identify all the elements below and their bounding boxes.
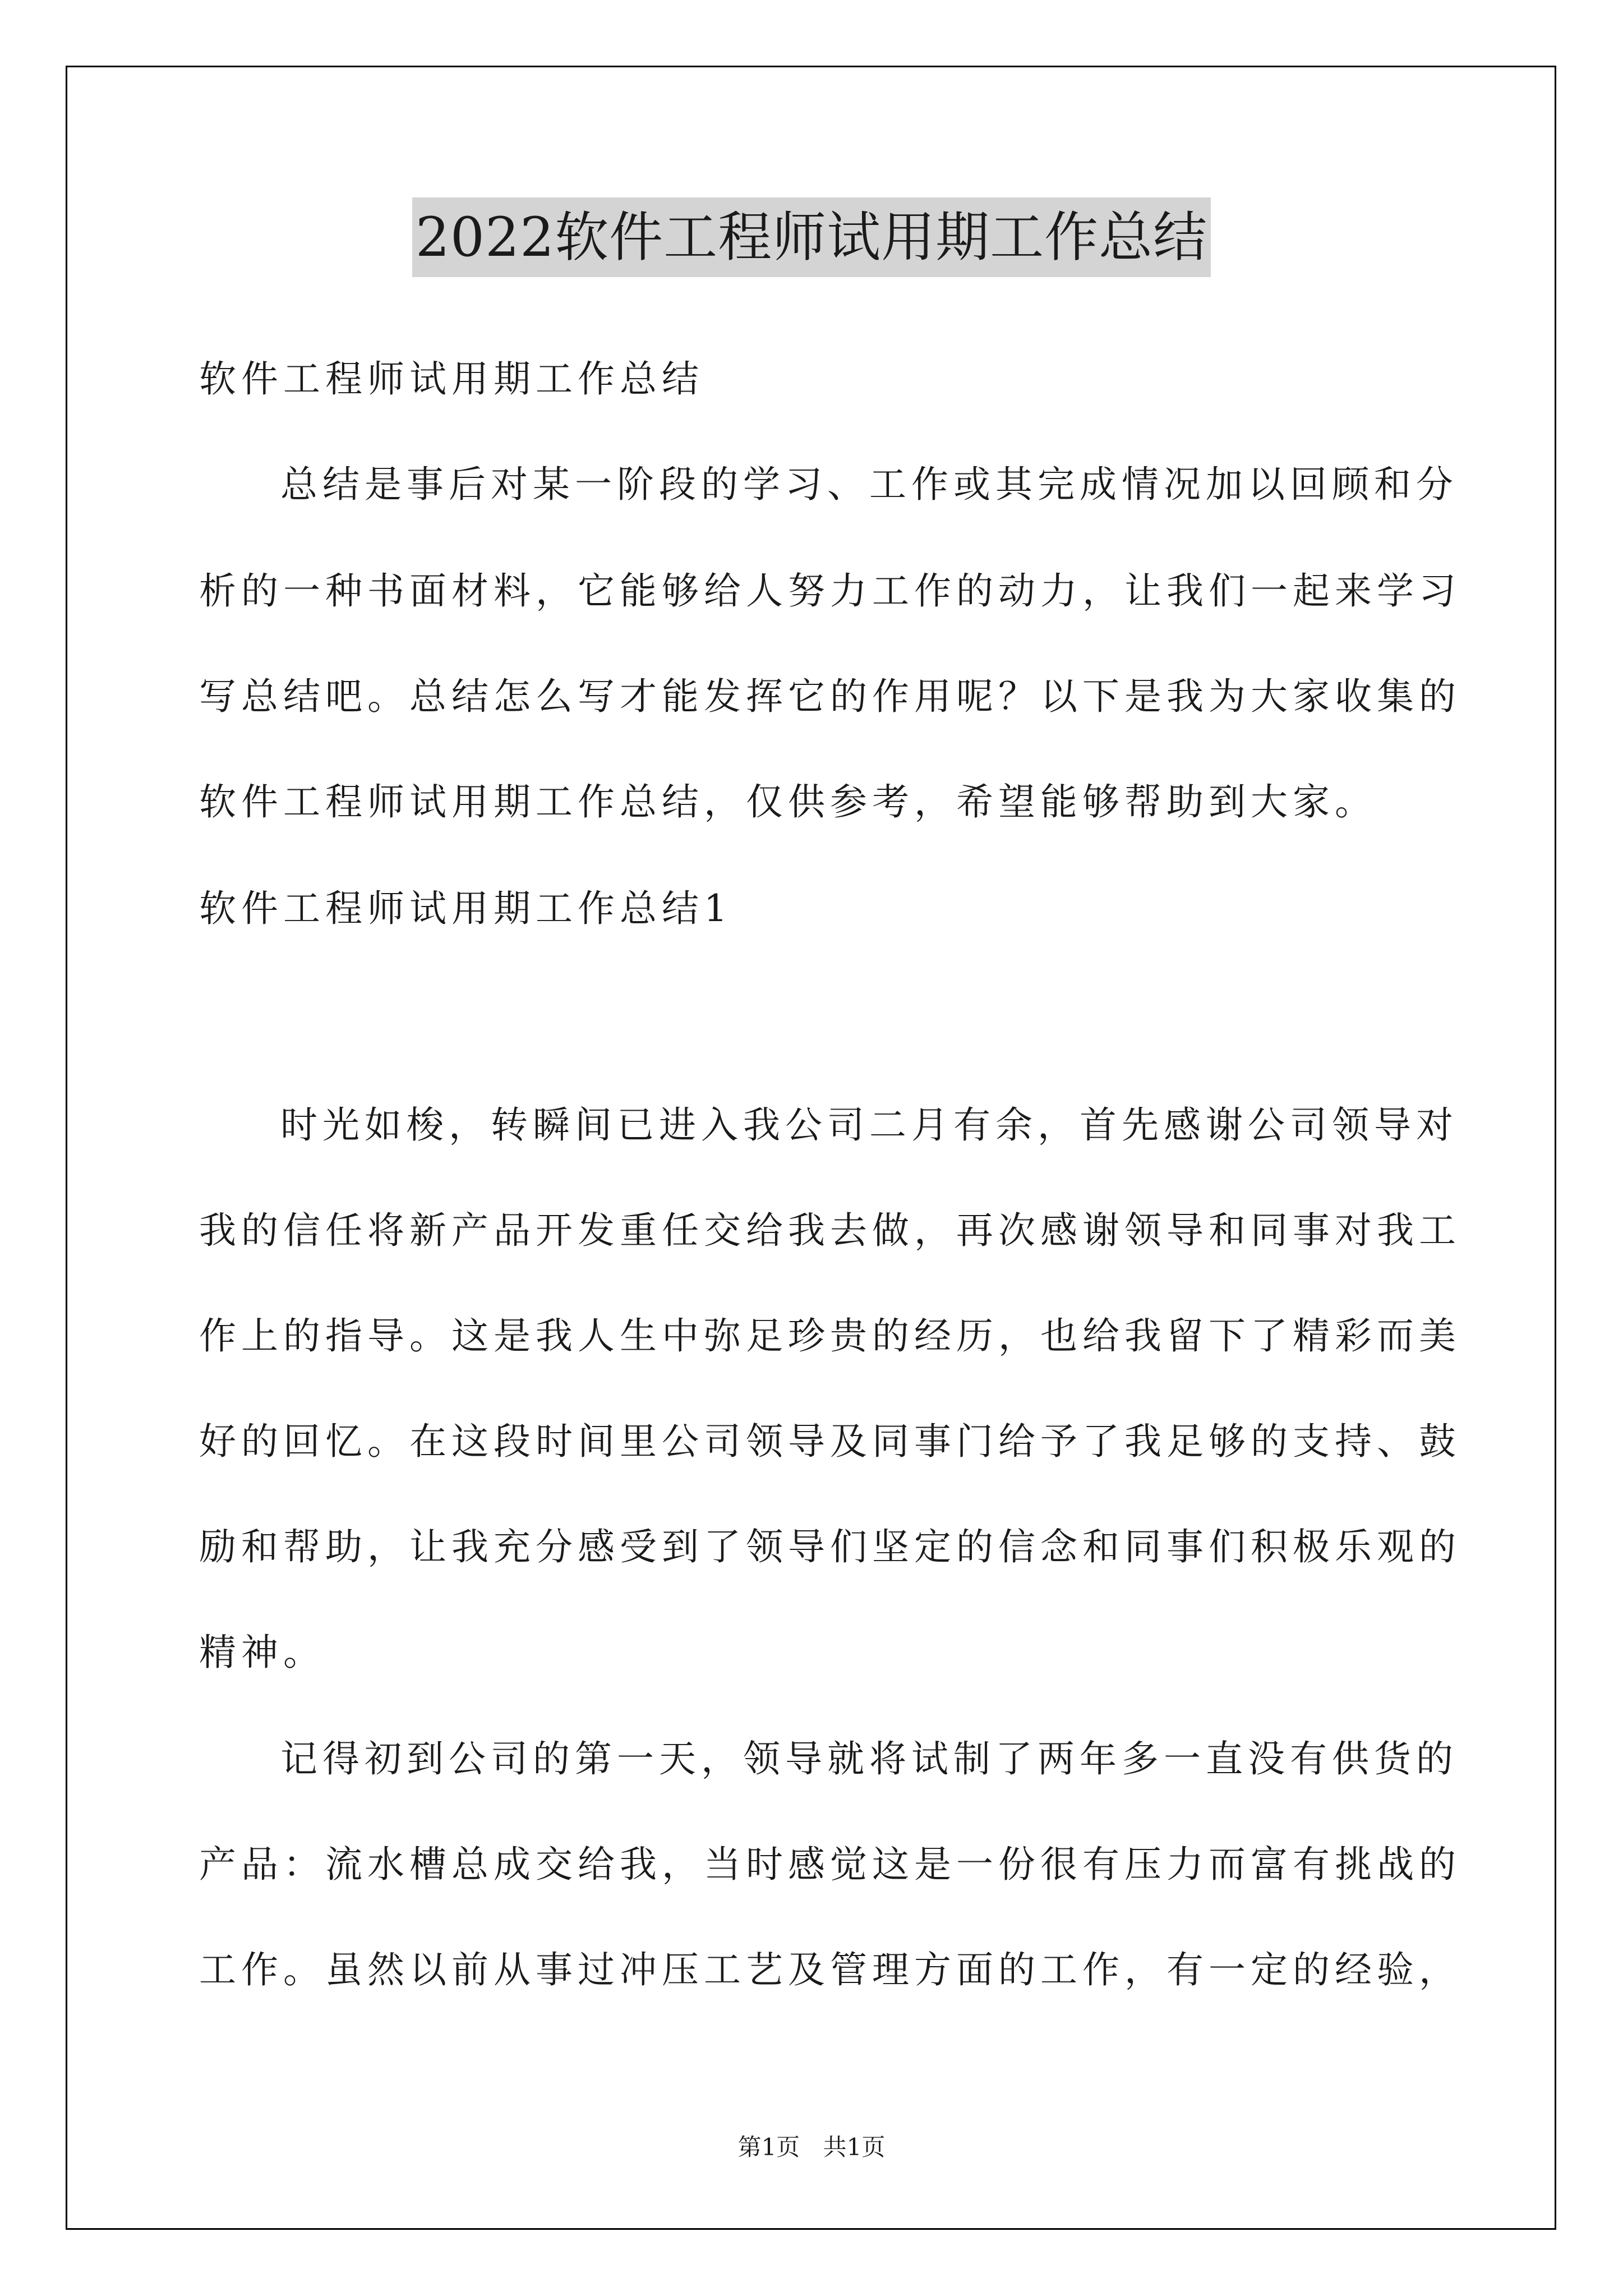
section-heading: 软件工程师试用期工作总结1 [199, 887, 732, 930]
document-subtitle: 软件工程师试用期工作总结 [199, 357, 704, 401]
paragraph-line: 工作。虽然以前从事过冲压工艺及管理方面的工作，有一定的经验， [199, 1948, 1461, 1991]
paragraph-line: 作上的指导。这是我人生中弥足珍贵的经历，也给我留下了精彩而美 [199, 1314, 1461, 1358]
intro-line: 写总结吧。总结怎么写才能发挥它的作用呢？以下是我为大家收集的 [199, 675, 1461, 718]
page-number: 第1页 [737, 2133, 800, 2161]
paragraph-line: 我的信任将新产品开发重任交给我去做，再次感谢领导和同事对我工 [199, 1209, 1461, 1252]
paragraph-line: 好的回忆。在这段时间里公司领导及同事门给予了我足够的支持、鼓 [199, 1420, 1461, 1463]
document-title: 2022软件工程师试用期工作总结 [412, 197, 1211, 277]
title-container [0, 197, 1623, 277]
paragraph-line: 记得初到公司的第一天，领导就将试制了两年多一直没有供货的 [280, 1737, 1458, 1780]
paragraph-line: 产品：流水槽总成交给我，当时感觉这是一份很有压力而富有挑战的 [199, 1843, 1461, 1886]
paragraph-line: 励和帮助，让我充分感受到了领导们坚定的信念和同事们积极乐观的 [199, 1525, 1461, 1568]
paragraph-line: 时光如梭，转瞬间已进入我公司二月有余，首先感谢公司领导对 [280, 1103, 1458, 1147]
intro-line: 软件工程师试用期工作总结，仅供参考，希望能够帮助到大家。 [199, 780, 1377, 823]
page-total: 共1页 [823, 2133, 886, 2161]
intro-line: 析的一种书面材料，它能够给人努力工作的动力，让我们一起来学习 [199, 569, 1461, 613]
intro-line: 总结是事后对某一阶段的学习、工作或其完成情况加以回顾和分 [280, 463, 1458, 506]
page-footer [0, 2131, 1623, 2164]
paragraph-line: 精神。 [199, 1631, 325, 1674]
